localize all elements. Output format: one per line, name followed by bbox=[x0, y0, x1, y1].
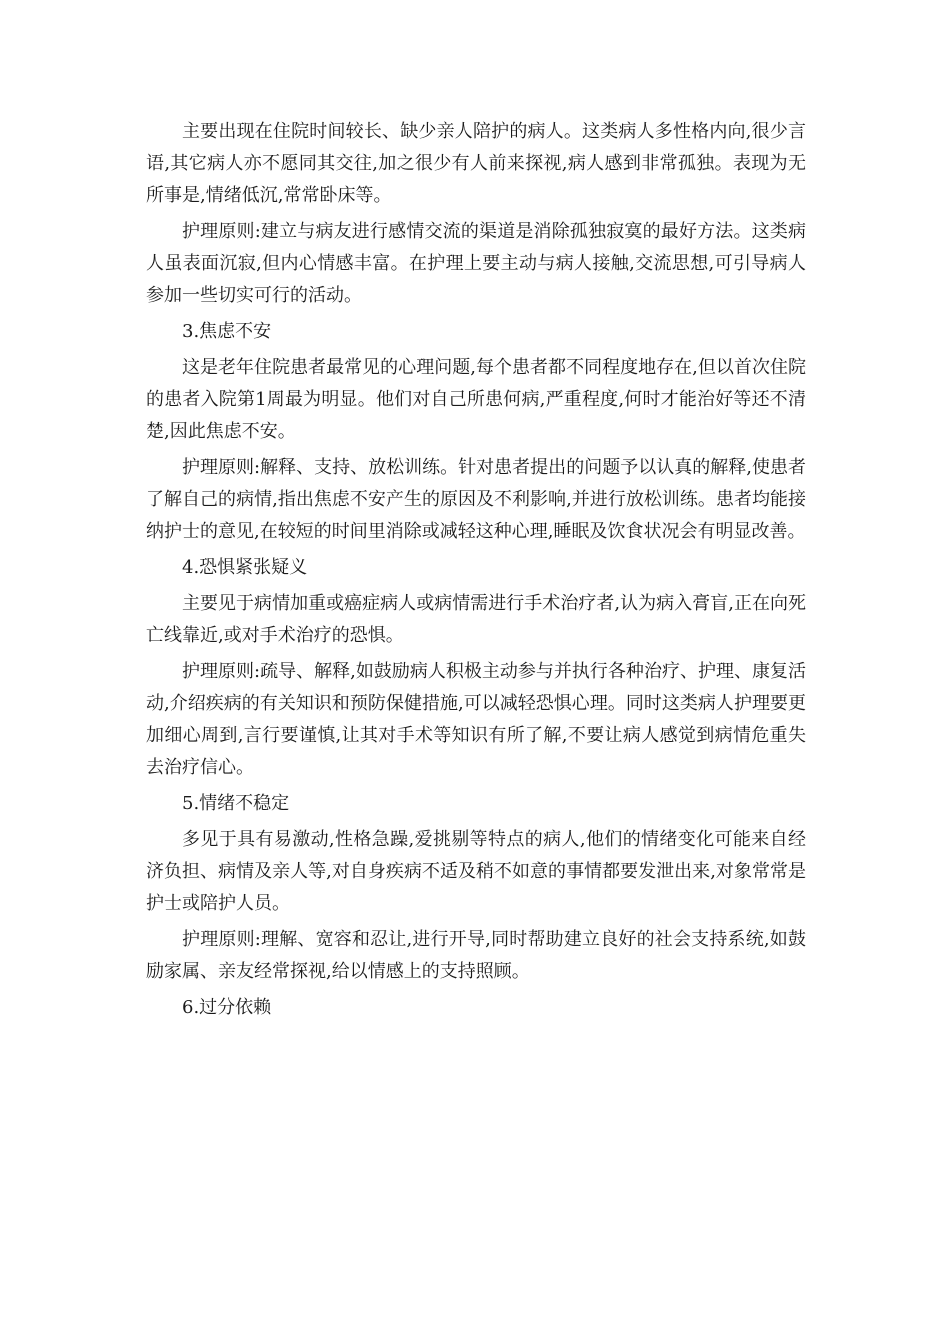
section-heading-anxiety: 3.焦虑不安 bbox=[182, 321, 272, 342]
paragraph-fear-description: 主要见于病情加重或癌症病人或病情需进行手术治疗者,认为病入膏盲,正在向死亡线靠近,或对手术治疗的恐惧。 bbox=[146, 593, 806, 646]
section-heading-fear: 4.恐惧紧张疑义 bbox=[182, 557, 308, 578]
paragraph-emotional-instability-description: 多见于具有易激动,性格急躁,爱挑剔等特点的病人,他们的情绪变化可能来自经济负担、病情及亲人等,对自身疾病不适及稍不如意的事情都要发泄出来,对象常常是护士或陪护人员。 bbox=[146, 829, 806, 914]
paragraph-loneliness-nursing: 护理原则:建立与病友进行感情交流的渠道是消除孤独寂寞的最好方法。这类病人虽表面沉寂,但内心情感丰富。在护理上要主动与病人接触,交流思想,可引导病人参加一些切实可行的活动。 bbox=[146, 221, 806, 306]
paragraph-emotional-instability-nursing: 护理原则:理解、宽容和忍让,进行开导,同时帮助建立良好的社会支持系统,如鼓励家属、亲友经常探视,给以情感上的支持照顾。 bbox=[146, 929, 806, 982]
section-heading-emotional-instability: 5.情绪不稳定 bbox=[182, 793, 290, 814]
paragraph-anxiety-description: 这是老年住院患者最常见的心理问题,每个患者都不同程度地存在,但以首次住院的患者入院第1周最为明显。他们对自己所患何病,严重程度,何时才能治好等还不清楚,因此焦虑不安。 bbox=[146, 357, 806, 442]
paragraph-loneliness-description: 主要出现在住院时间较长、缺少亲人陪护的病人。这类病人多性格内向,很少言语,其它病人亦不愿同其交往,加之很少有人前来探视,病人感到非常孤独。表现为无所事是,情绪低沉,常常卧床等。 bbox=[146, 121, 806, 206]
paragraph-fear-nursing: 护理原则:疏导、解释,如鼓励病人积极主动参与并执行各种治疗、护理、康复活动,介绍疾病的有关知识和预防保健措施,可以减轻恐惧心理。同时这类病人护理要更加细心周到,言行要谨慎,让其对手术等知识有所了解,不要让病人感觉到病情危重失去治疗信心。 bbox=[146, 661, 806, 778]
paragraph-anxiety-nursing: 护理原则:解释、支持、放松训练。针对患者提出的问题予以认真的解释,使患者了解自己的病情,指出焦虑不安产生的原因及不利影响,并进行放松训练。患者均能接纳护士的意见,在较短的时间里消除或减轻这种心理,睡眠及饮食状况会有明显改善。 bbox=[146, 457, 806, 542]
document-body bbox=[146, 116, 806, 1028]
section-heading-excessive-dependence: 6.过分依赖 bbox=[182, 997, 272, 1018]
